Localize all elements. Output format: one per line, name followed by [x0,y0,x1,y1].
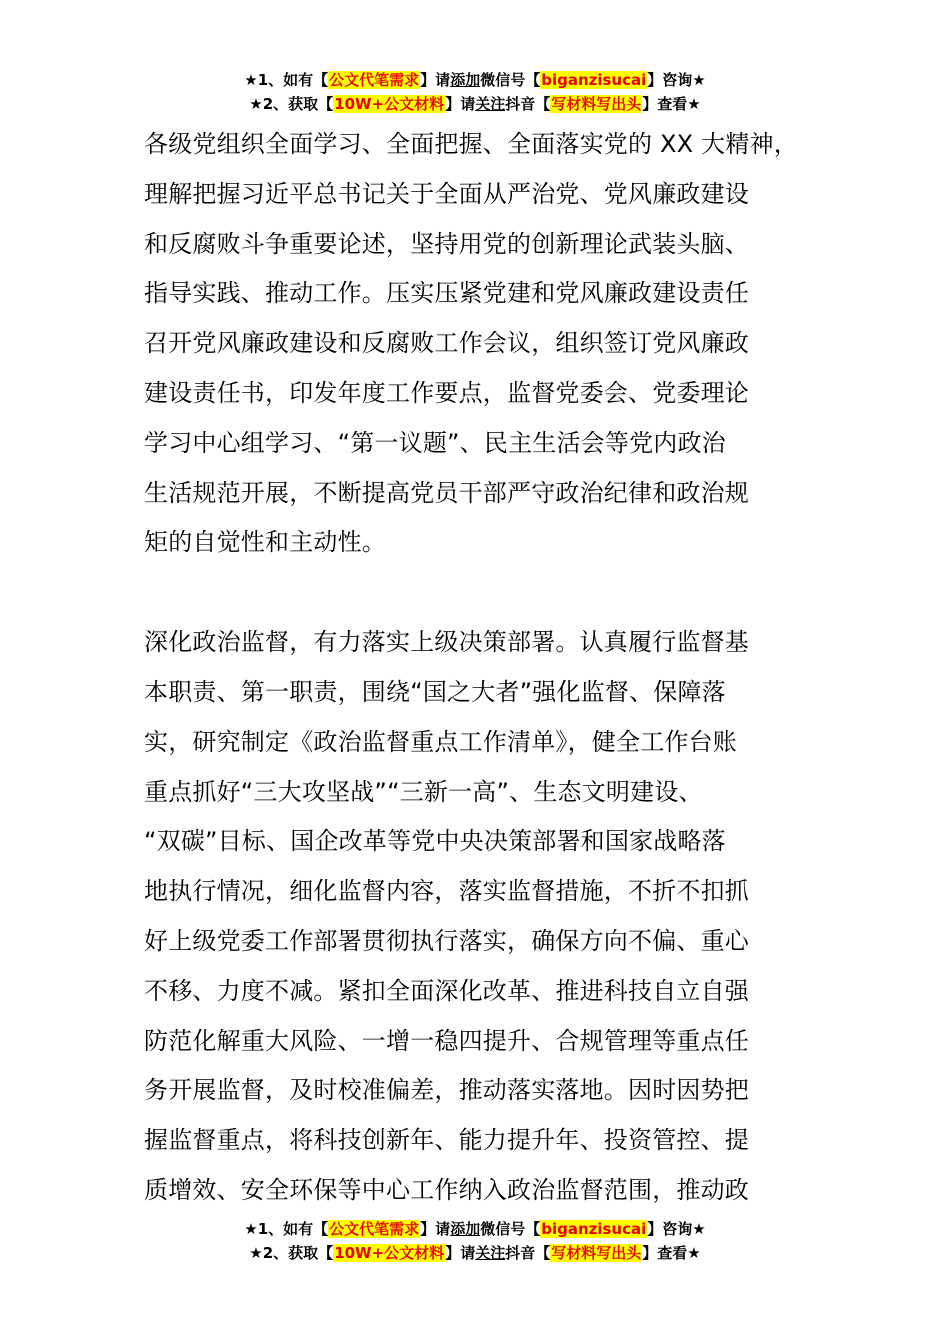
header-line-2-underlined: 关注 [475,95,506,113]
paragraph-1-line: 各级党组织全面学习、全面把握、全面落实党的 XX 大精神， [144,130,798,158]
paragraph-2-line: 深化政治监督，有力落实上级决策部署。认真履行监督基 [144,628,749,657]
paragraph-2-line: “双碳”目标、国企改革等党中央决策部署和国家战略落 [144,827,726,856]
footer-line-1-mid2: 微信号【 [480,1220,541,1238]
paragraph-spacer [144,568,814,618]
paragraph-2-line: 务开展监督，及时校准偏差，推动落实落地。因时因势把 [144,1076,749,1105]
paragraph-1 [144,120,814,568]
footer-line-2-suffix: 】查看★ [642,1244,701,1262]
paragraph-2-line: 地执行情况，细化监督内容，落实监督措施，不折不扣抓 [144,877,749,906]
footer-line-2-prefix: ★2、获取【 [249,1244,334,1262]
footer-line-2 [0,1241,950,1265]
footer-banner [0,1217,950,1265]
header-line-2-mid2: 抖音【 [505,95,551,113]
footer-line-1 [0,1217,950,1241]
header-line-1-underlined: 添加 [450,71,481,89]
header-line-2-highlight-materials: 10W+公文材料 [334,95,445,113]
paragraph-2-line: 好上级党委工作部署贯彻执行落实，确保方向不偏、重心 [144,926,749,955]
paragraph-1-line: 和反腐败斗争重要论述，坚持用党的创新理论武装头脑、 [144,229,749,258]
header-line-1-mid2: 微信号【 [480,71,541,89]
footer-line-2-underlined: 关注 [475,1244,506,1262]
header-line-2-prefix: ★2、获取【 [249,95,334,113]
paragraph-1-line: 召开党风廉政建设和反腐败工作会议，组织签订党风廉政 [144,329,749,358]
footer-line-1-highlight-wechat: biganzisucai [541,1220,647,1238]
paragraph-2-line: 本职责、第一职责，围绕“国之大者”强化监督、保障落 [144,677,726,706]
header-line-1-suffix: 】咨询★ [647,71,706,89]
paragraph-1-line: 指导实践、推动工作。压实压紧党建和党风廉政建设责任 [144,279,749,308]
header-line-2 [0,92,950,116]
header-line-1-prefix: ★1、如有【 [244,71,329,89]
footer-line-1-underlined: 添加 [450,1220,481,1238]
header-line-1-highlight-wechat: biganzisucai [541,71,647,89]
footer-line-1-prefix: ★1、如有【 [244,1220,329,1238]
footer-line-1-mid: 】请 [420,1220,451,1238]
header-line-2-mid: 】请 [445,95,476,113]
footer-line-1-highlight-service: 公文代笔需求 [329,1220,420,1238]
header-line-1-mid: 】请 [420,71,451,89]
footer-line-2-mid2: 抖音【 [505,1244,551,1262]
footer-line-1-suffix: 】咨询★ [647,1220,706,1238]
paragraph-2 [144,618,814,1216]
header-line-2-highlight-douyin: 写材料写出头 [551,95,642,113]
paragraph-2-line: 实，研究制定《政治监督重点工作清单》，健全工作台账 [144,727,737,756]
header-line-2-suffix: 】查看★ [642,95,701,113]
paragraph-2-line: 重点抓好“三大攻坚战”“三新一高”、生态文明建设、 [144,777,703,806]
paragraph-1-line: 生活规范开展，不断提高党员干部严守政治纪律和政治规 [144,478,749,507]
paragraph-2-line: 质增效、安全环保等中心工作纳入政治监督范围，推动政 [144,1175,749,1204]
footer-line-2-highlight-materials: 10W+公文材料 [334,1244,445,1262]
paragraph-2-line: 防范化解重大风险、一增一稳四提升、合规管理等重点任 [144,1026,749,1055]
paragraph-1-line: 矩的自觉性和主动性。 [144,528,386,557]
paragraph-1-line: 建设责任书，印发年度工作要点，监督党委会、党委理论 [144,378,749,407]
header-line-1-highlight-service: 公文代笔需求 [329,71,420,89]
header-line-1 [0,68,950,92]
footer-line-2-highlight-douyin: 写材料写出头 [551,1244,642,1262]
header-banner [0,68,950,116]
paragraph-1-line: 学习中心组学习、“第一议题”、民主生活会等党内政治 [144,428,726,457]
paragraph-2-line: 握监督重点，将科技创新年、能力提升年、投资管控、提 [144,1126,749,1155]
document-body [144,120,814,1216]
footer-line-2-mid: 】请 [445,1244,476,1262]
paragraph-2-line: 不移、力度不减。紧扣全面深化改革、推进科技自立自强 [144,976,749,1005]
paragraph-1-line: 理解把握习近平总书记关于全面从严治党、党风廉政建设 [144,179,749,208]
